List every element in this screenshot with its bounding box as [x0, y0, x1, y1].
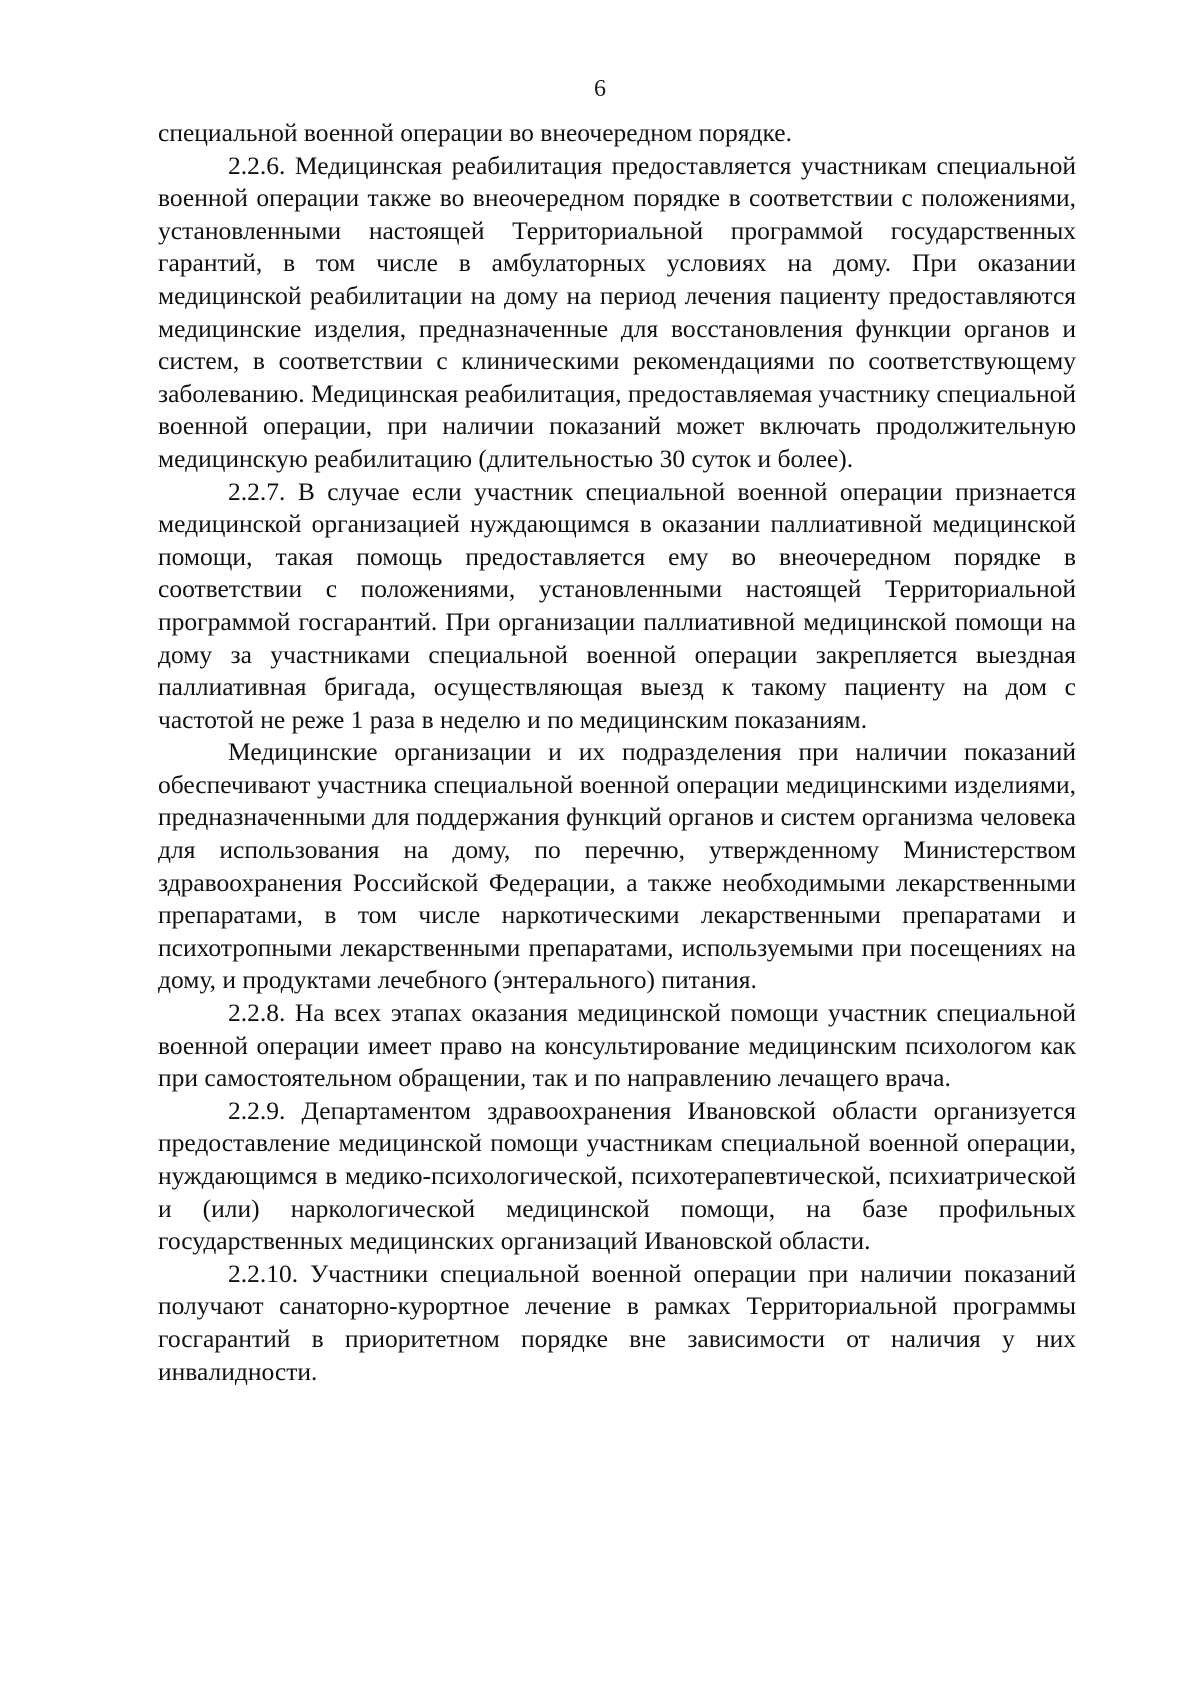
- paragraph-2-2-9: 2.2.9. Департаментом здравоохранения Ивановской области организуется предоставление медицинской помощи участникам специальной военной операции, нуждающимся в медико-психологической, психотерапевтической, психиатрической и (или) наркологической медицинской помощи, на базе профильных государственных медицинских организаций Ивановской области.: [158, 1095, 1076, 1256]
- paragraph-medical-organizations: Медицинские организации и их подразделения при наличии показаний обеспечивают участника специальной военной операции медицинскими изделиями, предназначенными для поддержания функций органов и систем организма человека для использования на дому, по перечню, утвержденному Министерством здравоохранения Российской Федерации, а также необходимыми лекарственными препаратами, в том числе наркотическими лекарственными препаратами и психотропными лекарственными препаратами, используемыми при посещениях на дому, и продуктами лечебного (энтерального) питания.: [158, 737, 1076, 995]
- page-number: 6: [594, 76, 606, 102]
- paragraph-2-2-8: 2.2.8. На всех этапах оказания медицинской помощи участник специальной военной операции имеет право на консультирование медицинским психологом как при самостоятельном обращении, так и по направлению лечащего врача.: [158, 998, 1076, 1093]
- paragraph-2-2-7: 2.2.7. В случае если участник специальной военной операции признается медицинской организацией нуждающимся в оказании паллиативной медицинской помощи, такая помощь предоставляется ему во внеочередном порядке в соответствии с положениями, установленными настоящей Территориальной программой госгарантий. При организации паллиативной медицинской помощи на дому за участниками специальной военной операции закрепляется выездная паллиативная бригада, осуществляющая выезд к такому пациенту на дом с частотой не реже 1 раза в неделю и по медицинским показаниям.: [158, 476, 1076, 734]
- paragraph-2-2-6: 2.2.6. Медицинская реабилитация предоставляется участникам специальной военной операции также во внеочередном порядке в соответствии с положениями, установленными настоящей Территориальной программой государственных гарантий, в том числе в амбулаторных условиях на дому. При оказании медицинской реабилитации на дому на период лечения пациенту предоставляются медицинские изделия, предназначенные для восстановления функции органов и систем, в соответствии с клиническими рекомендациями по соответствующему заболеванию. Медицинская реабилитация, предоставляемая участнику специальной военной операции, при наличии показаний может включать продолжительную медицинскую реабилитацию (длительностью 30 суток и более).: [158, 150, 1076, 473]
- paragraph-2-2-10: 2.2.10. Участники специальной военной операции при наличии показаний получают санаторно-курортное лечение в рамках Территориальной программы госгарантий в приоритетном порядке вне зависимости от наличия у них инвалидности.: [158, 1258, 1076, 1386]
- document-body: [158, 117, 1076, 1388]
- paragraph-continuation: специальной военной операции во внеочередном порядке.: [158, 118, 792, 147]
